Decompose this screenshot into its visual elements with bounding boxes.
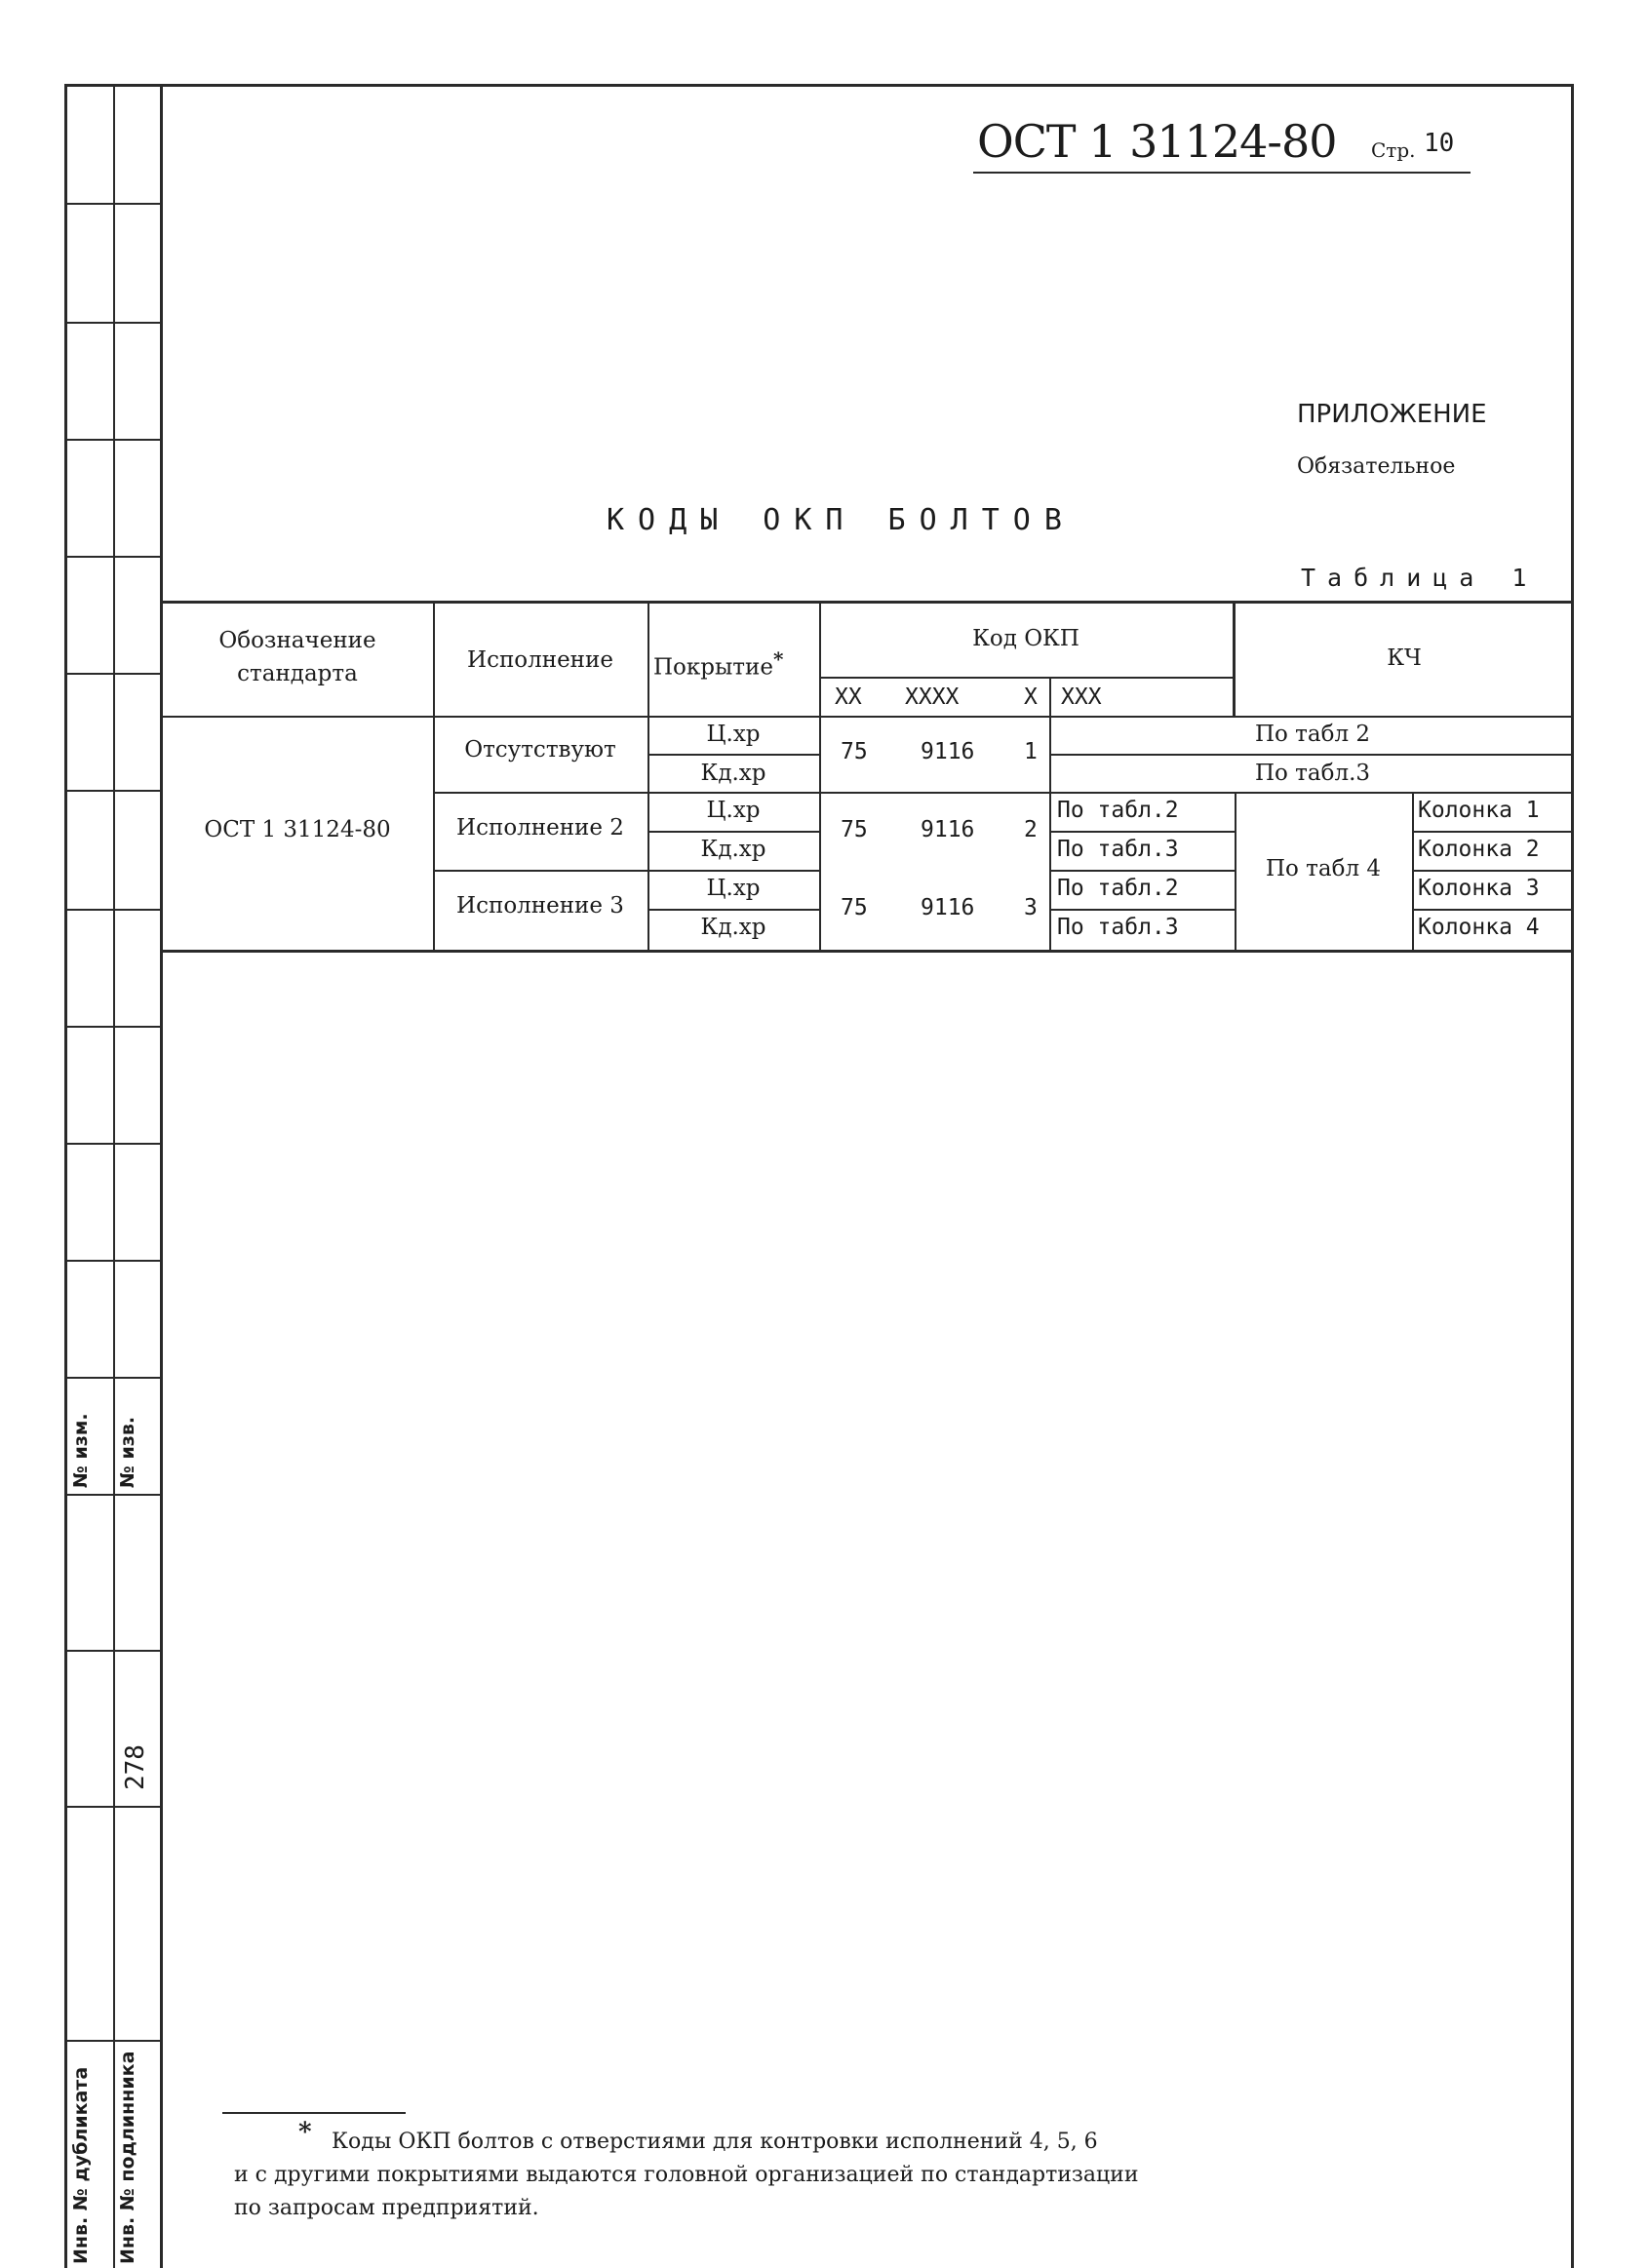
code-xx-cell: 75	[841, 739, 868, 764]
kch-ref-cell: По табл 4	[1265, 856, 1382, 881]
header-standard: Обозначение стандарта	[218, 628, 376, 686]
ref-cell: По табл 2	[1254, 722, 1371, 747]
stub-row-line	[64, 909, 162, 911]
row-line	[647, 909, 819, 911]
change-number-label: № изм.	[70, 1413, 92, 1488]
stub-row-line	[64, 439, 162, 441]
stub-row-line	[64, 1143, 162, 1145]
column-cell: Колонка 4	[1418, 915, 1540, 940]
header-coating	[653, 647, 783, 681]
code-xx-cell: 75	[841, 895, 868, 920]
stub-row-line	[64, 1806, 162, 1808]
document-code: ОСТ 1 31124-80	[977, 115, 1337, 168]
stub-divider	[113, 84, 115, 2268]
row-line	[433, 792, 1574, 794]
code-x-cell: 2	[1024, 817, 1038, 842]
code-xxxx-cell: 9116	[921, 739, 975, 764]
coating-cell: Ц.хр	[706, 722, 761, 747]
code-xxxx-cell: 9116	[921, 817, 975, 842]
row-line	[647, 831, 819, 833]
page-number: 10	[1424, 129, 1455, 158]
coating-cell: Кд.хр	[700, 837, 766, 862]
standard-cell: ОСТ 1 31124-80	[204, 817, 391, 842]
header-code-xx: XX	[835, 684, 862, 710]
header-underline	[973, 172, 1471, 174]
ref-cell: По табл.2	[1057, 798, 1179, 823]
footnote-mark: *	[772, 647, 784, 671]
stub-row-line	[64, 556, 162, 558]
code-x-cell: 3	[1024, 895, 1038, 920]
row-line	[647, 754, 819, 756]
table-caption: Таблица 1	[1301, 564, 1539, 592]
coating-cell: Ц.хр	[706, 876, 761, 901]
footnote-line: и с другими покрытиями выдаются головной организацией по стандартизации	[234, 2163, 1139, 2187]
code-xx-cell: 75	[841, 817, 868, 842]
header-coating-text: Покрытие	[653, 654, 773, 681]
col-divider	[819, 601, 821, 952]
ref-cell: По табл.3	[1057, 837, 1179, 862]
ref-cell: По табл.3	[1254, 761, 1371, 786]
row-line	[1412, 909, 1574, 911]
page-title: КОДЫ ОКП БОЛТОВ	[607, 503, 1076, 537]
row-line	[1412, 831, 1574, 833]
row-line	[1051, 870, 1235, 872]
appendix-label: ПРИЛОЖЕНИЕ	[1297, 400, 1487, 429]
original-inventory-label: Инв. № подлинника	[117, 2051, 138, 2264]
footnote	[234, 2126, 1139, 2225]
row-line	[1051, 909, 1235, 911]
col-divider	[1412, 792, 1414, 950]
column-cell: Колонка 3	[1418, 876, 1540, 901]
footnote-line: по запросам предприятий.	[234, 2196, 539, 2220]
col-divider	[1049, 677, 1051, 950]
ref-cell: По табл.2	[1057, 876, 1179, 901]
header-okp-code: Код ОКП	[972, 626, 1079, 651]
header-divider	[819, 677, 1233, 679]
footnote-line: Коды ОКП болтов с отверстиями для контровки исполнений 4, 5, 6	[332, 2130, 1098, 2154]
row-line	[1051, 754, 1574, 756]
header-code-xxxx: XXXX	[905, 684, 960, 710]
duplicate-inventory-label: Инв. № дубликата	[70, 2066, 92, 2264]
column-cell: Колонка 1	[1418, 798, 1540, 823]
footnote-separator	[222, 2112, 406, 2114]
header-bottom-line	[162, 716, 1574, 718]
row-line	[433, 870, 819, 872]
coating-cell: Ц.хр	[706, 798, 761, 823]
table-border-top	[162, 601, 1574, 604]
stub-row-line	[64, 790, 162, 792]
execution-cell: Отсутствуют	[464, 737, 616, 763]
header-code-xxx: XXX	[1061, 684, 1102, 710]
code-x-cell: 1	[1024, 739, 1038, 764]
stub-row-line	[64, 673, 162, 675]
row-line	[1412, 870, 1574, 872]
stub-row-line	[64, 1026, 162, 1028]
original-inventory-value: 278	[121, 1744, 150, 1790]
stub-row-line	[64, 1650, 162, 1652]
coating-cell: Кд.хр	[700, 761, 766, 786]
footnote-mark: *	[298, 2118, 312, 2147]
row-line	[1051, 831, 1235, 833]
stub-row-line	[64, 2040, 162, 2042]
stub-row-line	[64, 203, 162, 205]
table-border-bottom	[162, 950, 1574, 953]
registration-stub	[64, 84, 162, 2268]
stub-row-line	[64, 1260, 162, 1262]
notice-number-label: № изв.	[117, 1416, 138, 1488]
okp-codes-table	[162, 601, 1574, 954]
code-xxxx-cell: 9116	[921, 895, 975, 920]
stub-row-line	[64, 1494, 162, 1496]
execution-cell: Исполнение 2	[456, 815, 624, 841]
column-cell: Колонка 2	[1418, 837, 1540, 862]
coating-cell: Кд.хр	[700, 915, 766, 940]
stub-row-line	[64, 1377, 162, 1379]
ref-cell: По табл.3	[1057, 915, 1179, 940]
stub-border	[160, 84, 163, 2268]
appendix-status: Обязательное	[1297, 454, 1456, 479]
header-execution: Исполнение	[467, 647, 613, 673]
header-code-x: X	[1024, 684, 1038, 710]
page-label: Стр.	[1371, 138, 1416, 162]
header-kch: КЧ	[1387, 645, 1422, 671]
stub-row-line	[64, 322, 162, 324]
execution-cell: Исполнение 3	[456, 893, 624, 919]
